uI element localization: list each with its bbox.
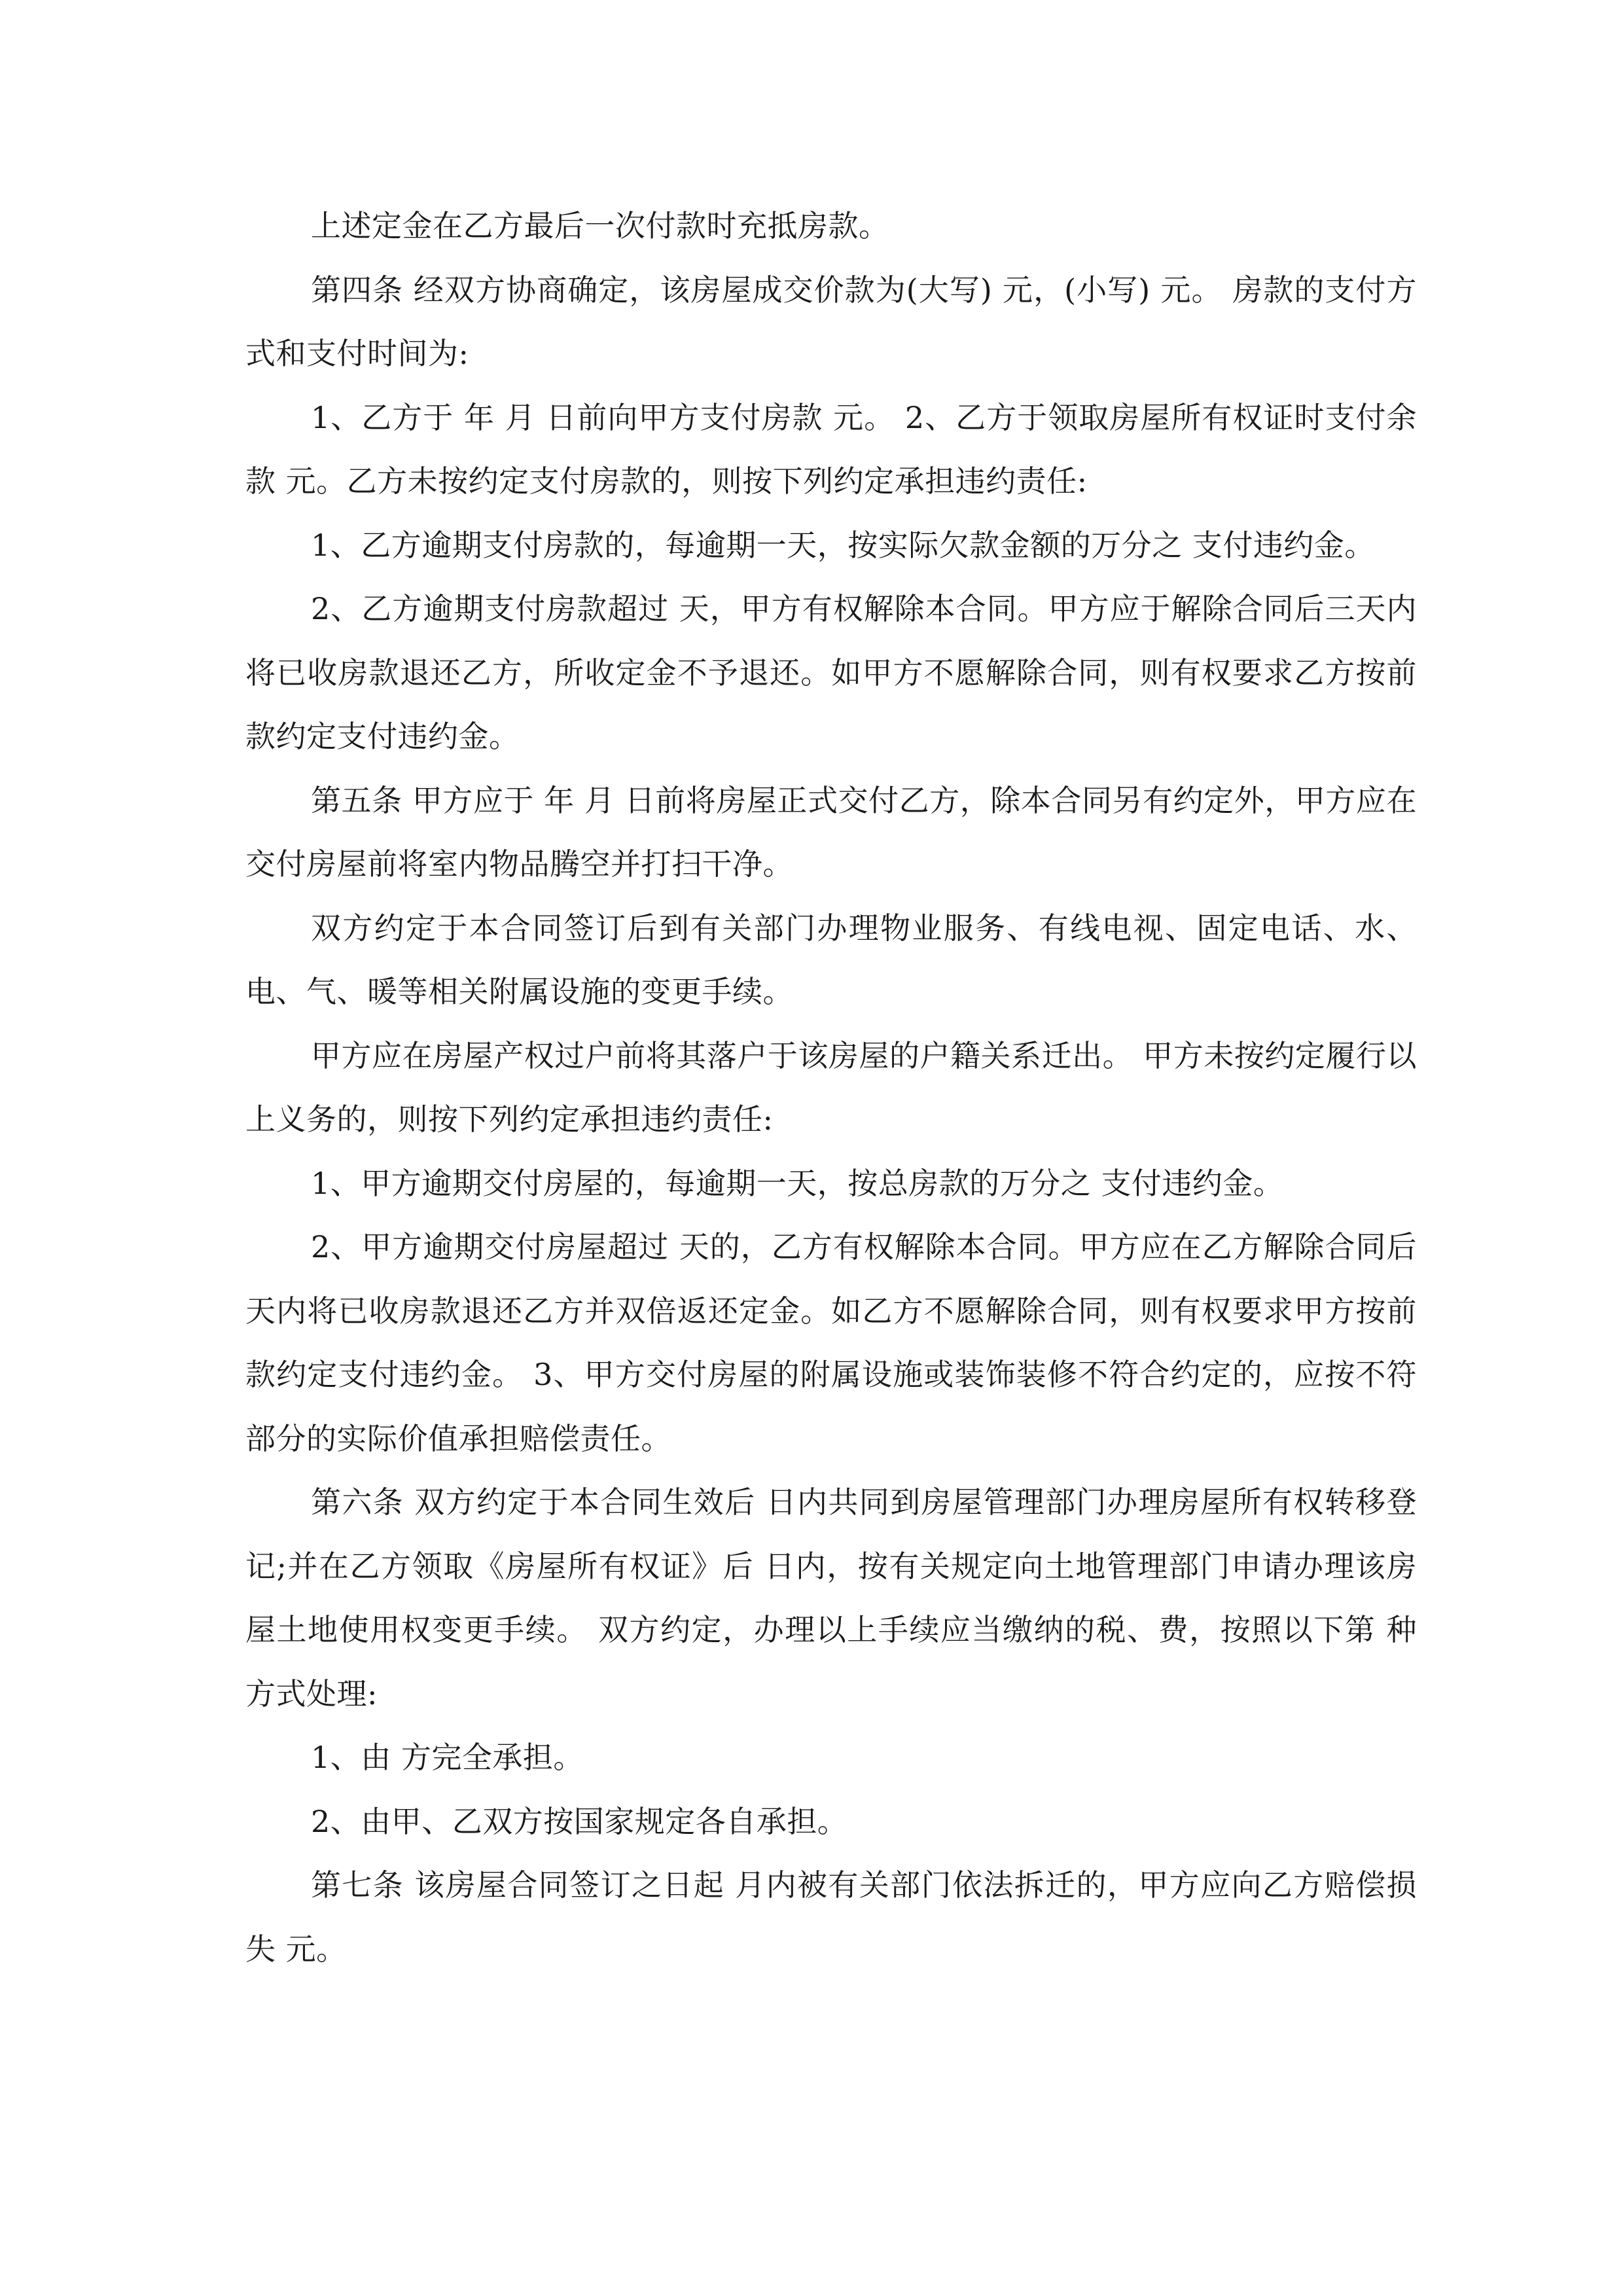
paragraph-fee-option-2: 2、由甲、乙双方按国家规定各自承担。 — [311, 1803, 848, 1839]
paragraph-seller-termination: 2、甲方逾期交付房屋超过 天的，乙方有权解除本合同。甲方应在乙方解除合同后 天内将已收房款退还乙方并双倍返还定金。如乙方不愿解除合同，则有权要求甲方按前款约定支付违约金。 3、甲方交付房屋的附属设施或装饰装修不符合约定的，应按不符部分的实际价值承担赔偿责任。 — [245, 1229, 1417, 1456]
paragraph-deposit-offset: 上述定金在乙方最后一次付款时充抵房款。 — [311, 208, 889, 243]
paragraph-buyer-termination: 2、乙方逾期支付房款超过 天，甲方有权解除本合同。甲方应于解除合同后三天内将已收房款退还乙方，所收定金不予退还。如甲方不愿解除合同，则有权要求乙方按前款约定支付违约金。 — [245, 591, 1417, 754]
paragraph-seller-late-penalty: 1、甲方逾期交付房屋的，每逾期一天，按总房款的万分之 支付违约金。 — [311, 1165, 1284, 1201]
paragraph-buyer-late-penalty: 1、乙方逾期支付房款的，每逾期一天，按实际欠款金额的万分之 支付违约金。 — [311, 527, 1375, 563]
paragraph-article-5: 第五条 甲方应于 年 月 日前将房屋正式交付乙方，除本合同另有约定外，甲方应在交付房屋前将室内物品腾空并打扫干净。 — [245, 782, 1417, 882]
paragraph-article-4: 第四条 经双方协商确定，该房屋成交价款为(大写) 元，(小写) 元。 房款的支付方式和支付时间为: — [245, 272, 1417, 371]
paragraph-article-7: 第七条 该房屋合同签订之日起 月内被有关部门依法拆迁的，甲方应向乙方赔偿损失 元。 — [245, 1867, 1417, 1967]
document-body — [245, 194, 1417, 1981]
paragraph-fee-option-1: 1、由 方完全承担。 — [311, 1740, 584, 1775]
paragraph-article-6: 第六条 双方约定于本合同生效后 日内共同到房屋管理部门办理房屋所有权转移登记;并在乙方领取《房屋所有权证》后 日内，按有关规定向土地管理部门申请办理该房屋土地使用权变更手续。 双方约定，办理以上手续应当缴纳的税、费，按照以下第 种方式处理: — [245, 1484, 1417, 1712]
paragraph-utilities-transfer: 双方约定于本合同签订后到有关部门办理物业服务、有线电视、固定电话、水、电、气、暖等相关附属设施的变更手续。 — [245, 910, 1417, 1009]
paragraph-payment-schedule: 1、乙方于 年 月 日前向甲方支付房款 元。 2、乙方于领取房屋所有权证时支付余款 元。乙方未按约定支付房款的，则按下列约定承担违约责任: — [245, 399, 1417, 499]
paragraph-household-registration: 甲方应在房屋产权过户前将其落户于该房屋的户籍关系迁出。 甲方未按约定履行以上义务的，则按下列约定承担违约责任: — [245, 1037, 1417, 1137]
